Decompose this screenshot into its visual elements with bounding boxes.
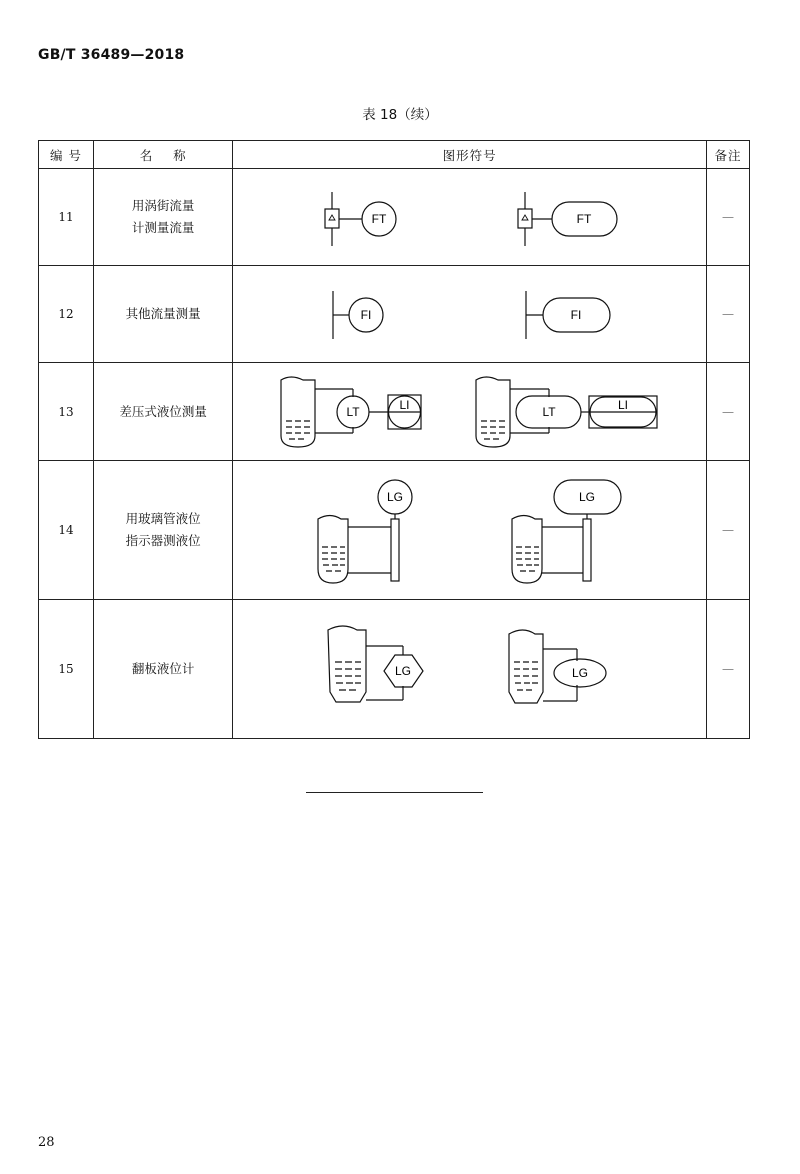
standard-number: GB/T 36489—2018	[38, 47, 185, 63]
row-name-line: 差压式液位测量	[119, 403, 207, 419]
symbol-label: LG	[579, 490, 596, 504]
row-number: 14	[39, 461, 94, 600]
row-name	[94, 363, 233, 461]
column-header-symbol: 图形符号	[233, 141, 707, 169]
row-note: —	[706, 169, 749, 266]
row-note: —	[706, 363, 749, 461]
row-number: 13	[39, 363, 94, 461]
row-number: 12	[39, 266, 94, 363]
row-number: 11	[39, 169, 94, 266]
differential-pressure-level-symbol	[233, 363, 706, 460]
row-name-line: 计测量流量	[131, 220, 195, 235]
vortex-flow-transmitter-symbol	[233, 169, 706, 265]
symbol-label: FI	[360, 308, 372, 322]
symbol-label: LT	[346, 405, 360, 419]
end-rule	[306, 792, 483, 793]
column-header-number: 编 号	[39, 141, 94, 169]
row-name	[94, 600, 233, 739]
symbol-label: FT	[576, 212, 592, 226]
row-name-line: 指示器测液位	[125, 533, 201, 548]
row-note: —	[706, 461, 749, 600]
glass-tube-level-gauge-symbol	[233, 461, 706, 599]
symbol-label: LG	[395, 664, 412, 678]
row-note: —	[706, 266, 749, 363]
column-header-name: 名 称	[94, 141, 233, 169]
row-name-line: 用涡街流量	[131, 198, 195, 213]
magnetic-flap-level-gauge-symbol	[233, 600, 706, 738]
table-row	[39, 169, 750, 266]
symbol-cell	[233, 266, 707, 363]
symbol-label: LG	[387, 490, 404, 504]
table-row	[39, 461, 750, 600]
flow-indicator-symbol	[233, 266, 706, 362]
page-number: 28	[38, 1135, 55, 1150]
symbol-cell	[233, 363, 707, 461]
row-name-line: 用玻璃管液位	[125, 511, 201, 526]
symbol-label: FI	[570, 308, 582, 322]
row-name	[94, 266, 233, 363]
table-row	[39, 600, 750, 739]
table-header-row	[39, 141, 750, 169]
row-name-line: 其他流量测量	[125, 306, 201, 321]
table-row	[39, 266, 750, 363]
table-title: 表 18（续）	[362, 107, 438, 123]
row-name-line: 翻板液位计	[131, 661, 195, 676]
row-number: 15	[39, 600, 94, 739]
symbol-label: LT	[542, 405, 556, 419]
symbol-label: LG	[572, 666, 589, 680]
symbol-label: LI	[618, 398, 629, 412]
table-row	[39, 363, 750, 461]
column-header-note: 备注	[706, 141, 749, 169]
symbol-cell	[233, 169, 707, 266]
row-name	[94, 461, 233, 600]
row-name	[94, 169, 233, 266]
symbol-cell	[233, 461, 707, 600]
row-note: —	[706, 600, 749, 739]
symbol-label: FT	[371, 212, 387, 226]
symbol-cell	[233, 600, 707, 739]
symbol-table	[38, 140, 750, 739]
symbol-label: LI	[399, 398, 410, 412]
